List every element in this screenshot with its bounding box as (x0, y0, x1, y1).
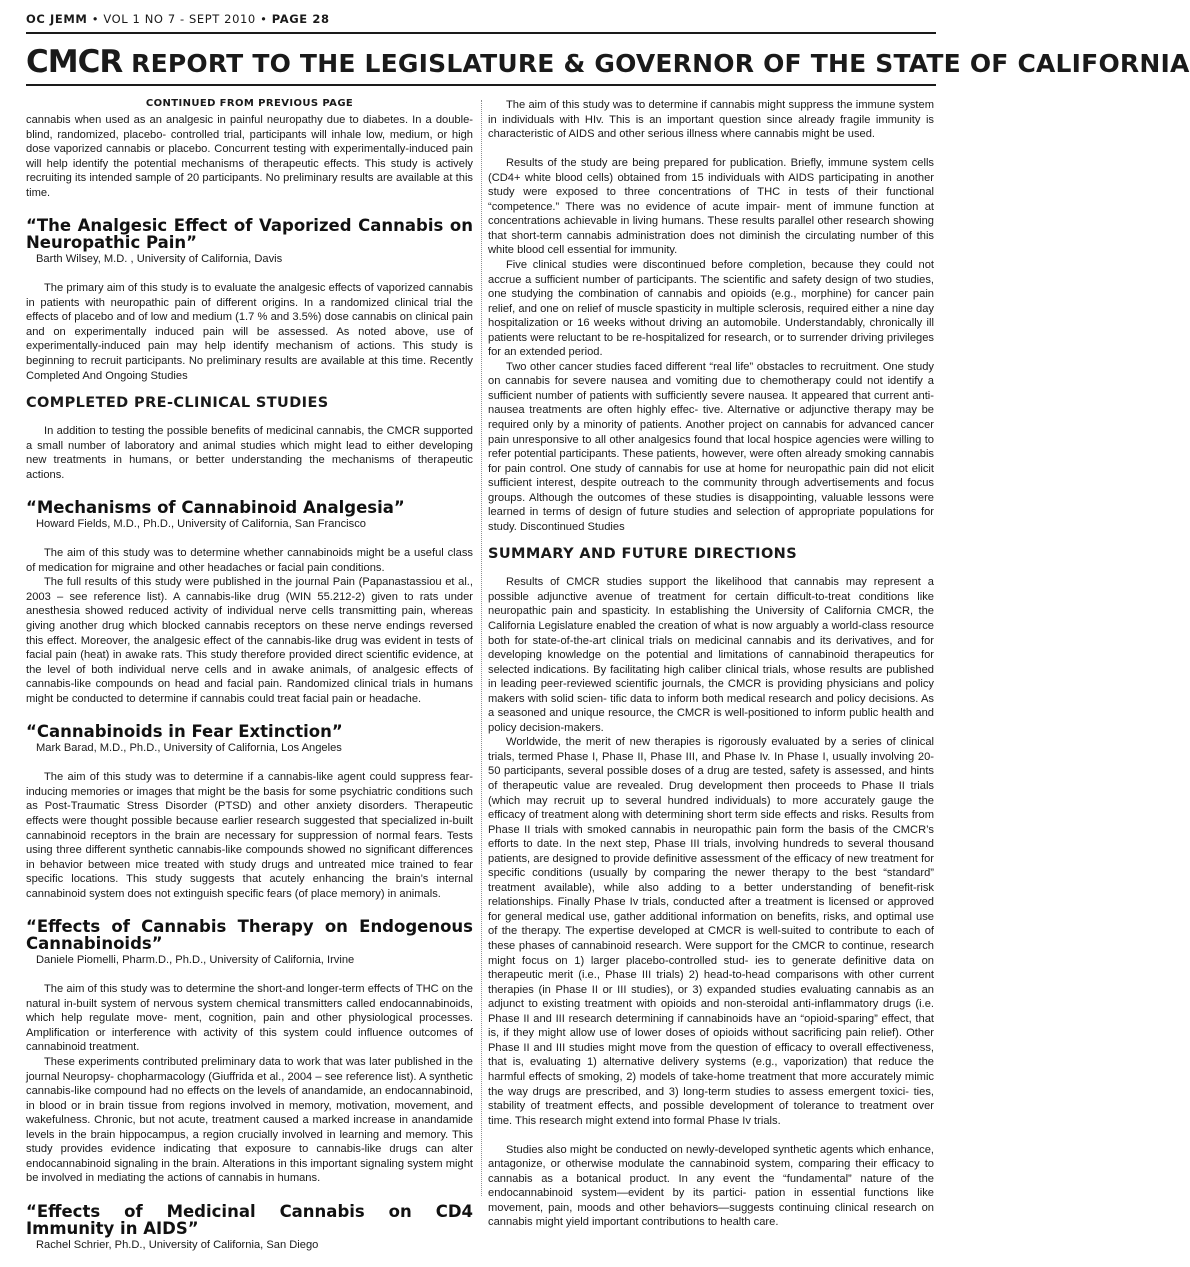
title-rest: REPORT TO THE LEGISLATURE & GOVERNOR OF THE STATE OF CALIFORNIA (131, 49, 1190, 78)
article-title-cd4: “Effects of Medicinal Cannabis on CD4 Immunity in AIDS” (26, 1201, 473, 1238)
right-column (488, 98, 934, 1230)
page-title (26, 44, 1190, 80)
paragraph-vaporized: The primary aim of this study is to evaluate the analgesic effects of vaporized cannabis in patients with neuropathic pain of different origins. In a randomized clinical trial the effects of placebo and of low and medium (1.7 % and 3.5%) dose cannabis on clinical pain and on experimentally induced pain will be assessed. As noted above, use of experimentally-induced pain may help identify mechanism of actions. This study is beginning to recruit participants. No preliminary results are available at this time. Recently Completed And Ongoing Studies (26, 282, 473, 382)
continued-label: CONTINUED FROM PREVIOUS PAGE (145, 98, 354, 109)
left-column (26, 98, 473, 1267)
byline-schrier: Rachel Schrier, Ph.D., University of California, San Diego (36, 1238, 319, 1251)
paragraph-summary-1: Results of CMCR studies support the likelihood that cannabis may represent a possible adjunctive avenue of treatment for certain difficult-to-treat conditions like neuropathic pain and spasticity. In establishing the University of California CMCR, the California Legislature enabled the creation of what is now arguably a world-class resource both for state-of-the-art clinical trials on medicinal cannabis and its derivatives, and for developing knowledge on the potential and limitations of cannabinoid therapeutics for selected indications. By facilitating high caliber clinical trials, whose results are published in leading peer-reviewed scientific journals, the CMCR is providing physicians and policy makers with solid scien- tific data to inform both medical research and policy decisions. As a seasoned and unique resource, the CMCR is well-positioned to inform public health and policy decision-makers. (488, 576, 934, 734)
paragraph-cd4-results: Results of the study are being prepared for publication. Briefly, immune system cells (CD4+ white blood cells) obtained from 15 individuals with AIDS participating in another study were exposed to three concentrations of THC in tests of their functional “competence.” There was no evidence of acute impair- ment of immune function at concentrations achievable in living humans. These results parallel other research showing that short-term cannabis administration does not diminish the circulating number of this white blood cell essential for immunity. (488, 157, 934, 257)
title-brand: CMCR (26, 44, 123, 80)
section-heading-summary: SUMMARY AND FUTURE DIRECTIONS (488, 546, 798, 563)
running-head: OC JEMM • VOL 1 NO 7 - SEPT 2010 • PAGE 28 (26, 12, 330, 26)
title-rule (26, 84, 936, 86)
paragraph-preclinical: In addition to testing the possible benefits of medicinal cannabis, the CMCR supported a small number of laboratory and animal studies which might lead to either developing new treatments in humans, or better understanding the mechanisms of therapeutic actions. (26, 425, 473, 481)
issue-info: VOL 1 NO 7 - SEPT 2010 (103, 12, 256, 26)
paragraph-endogenous-1: The aim of this study was to determine the short-and longer-term effects of THC on the natural in-built system of nervous system chemical transmitters called endocannabinoids, which help regulate move- ment, cognition, pain and other physiological processes. Amplification or interference with activity of this system could influence outcomes of cannabinoid treatment. (26, 983, 473, 1054)
paragraph-summary-3: Studies also might be conducted on newly-developed synthetic agents which enhance, antagonize, or otherwise modulate the cannabinoid system, comparing their efficacy to cannabis as a botanical product. In any event the “fundamental” nature of the endocannabinoid system—evident by its partici- pation in essential functions like movement, pain, moods and other behaviors—suggests continuing clinical research on cannabis might yield important contributions to health care. (488, 1143, 934, 1229)
paragraph-discontinued-2: Two other cancer studies faced different “real life” obstacles to recruitment. One study on cannabis for severe nausea and vomiting due to chemotherapy could not identify a sufficient number of patients with sufficiently severe nausea. It appeared that current anti-nausea treatments are often highly effec- tive. Alternative or adjunctive therapy may be required only by a minority of patients. Another project on cannabis for advanced cancer pain unresponsive to all other analgesics found that local hospice agencies were willing to refer potential participants. These patients, however, were often already smoking cannabis for pain control. One study of cannabis for use at home for neuropathic pain did not elicit sufficient interest, despite outreach to the community through advertisements and focus groups. Although the outcomes of these studies is disappointing, valuable lessons were learned in terms of design of future studies and selection of appropriate populations for study. Discontinued Studies (488, 360, 934, 533)
paragraph-cd4-aim: The aim of this study was to determine if cannabis might suppress the immune system in individuals with HIv. This is an important question since already fragile immunity is characteristic of AIDS and other serious illness where cannabis might be used. (488, 99, 934, 141)
article-title-endogenous: “Effects of Cannabis Therapy on Endogenous Cannabinoids” (26, 917, 473, 954)
paragraph-fear: The aim of this study was to determine if a cannabis-like agent could suppress fear-inducing memories or images that might be the basis for some psychiatric conditions such as Post-Traumatic Stress Disorder (PTSD) and other anxiety disorders. Therapeutic effects were thought possible because earlier research suggested that specialized in-built cannabinoid receptors in the brain are necessary for suppression of normal fears. Tests using three different synthetic cannabis-like compounds showed no significant differences in behavior between mice treated with study drugs and untreated mice trained to fear specific locations. This study suggests that acutely enhancing the brain’s internal cannabinoid system does not extinguish specific fears (of place memory) in animals. (26, 771, 473, 900)
intro-paragraph: cannabis when used as an analgesic in painful neuropathy due to diabetes. In a double-blind, randomized, placebo- controlled trial, participants will inhale low, medium, or high dose vaporized cannabis or placebo. Concurrent testing with experimentally-induced pain will help identify the potential mechanisms of therapeutic effects. This study is actively recruiting its intended sample of 20 participants. No preliminary results are available at this time. (26, 114, 473, 199)
section-heading-preclinical: COMPLETED PRE-CLINICAL STUDIES (26, 395, 329, 412)
byline-piomelli: Daniele Piomelli, Pharm.D., Ph.D., University of California, Irvine (36, 954, 355, 967)
byline-barad: Mark Barad, M.D., Ph.D., University of California, Los Angeles (36, 742, 342, 755)
article-title-vaporized: “The Analgesic Effect of Vaporized Cannabis on Neuropathic Pain” (26, 216, 473, 253)
paragraph-summary-2: Worldwide, the merit of new therapies is rigorously evaluated by a series of clinical trials, termed Phase I, Phase II, Phase III, and Phase Iv. In Phase I, usually involving 20-50 participants, several possible doses of a drug are tested, safety is assessed, and hints of therapeutic value are revealed. Drug development then proceeds to Phase II trials (which may recruit up to several hundred individuals) to more accurately gauge the efficacy of treatment along with determining short term side effects and risks. Results from Phase II trials with smoked cannabis in neuropathic pain form the basis of the CMCR’s efforts to date. In the next step, Phase III trials, involving hundreds to several thousand patients, are designed to provide definitive assessment of the efficacy of new treatment for specific conditions (usually by comparing the newer therapy to the best “standard” treatment available), while also adding to a better understanding of benefit-risk relationships. Finally Phase Iv trials, conducted after a treatment is licensed or approved for general medical use, gather additional information on benefits, risks, and optimal use of the therapy. The expertise developed at CMCR is well-suited to contribute to each of these phases of cannabinoid research. Were support for the CMCR to continue, research might focus on 1) larger placebo-controlled stud- ies to generate definitive data on therapeutic merit (i.e., Phase III trials) 2) head-to-head comparisons with other current therapies (in Phase II or III studies), or 3) expanded studies evaluating cannabis as an adjunct to existing treatment with opioids and non-steroidal anti-inflammatory drugs (i.e. Phase II and III research determining if cannabinoids have an “opioid-sparing” effect, that is, if they might allow use of lower doses of opioids without sacrificing pain relief). Other Phase II and III studies might move from the question of efficacy to overall effectiveness, that is, evaluating 1) alternative delivery systems (e.g., vaporization) that reduce the harmful effects of smoking, 2) models of take-home treatment that more accurately mimic the way drugs are prescribed, and 3) long-term studies to assess emergent toxici- ties, stability of treatment effects, and possible development of tolerance to treatment over time. This research might extend into formal Phase Iv trials. (488, 736, 934, 1127)
paragraph-discontinued-1: Five clinical studies were discontinued before completion, because they could not accrue a sufficient number of participants. The scientific and safety design of two studies, one studying the combination of cannabis and opioids (e.g., morphine) for cancer pain relief, and one on relief of muscle spasticity in multiple sclerosis, required either a nine day hospitalization or 16 weeks without driving an automobile. Understandably, chronically ill patients were reluctant to be re-hospitalized for research, or to surrender driving privileges for an extended period. (488, 258, 934, 359)
column-divider (481, 100, 482, 1196)
publication-name: OC JEMM (26, 12, 88, 26)
top-rule (26, 32, 936, 34)
page-number: PAGE 28 (271, 12, 330, 26)
article-title-analgesia: “Mechanisms of Cannabinoid Analgesia” (26, 498, 405, 518)
paragraph-endogenous-2: These experiments contributed preliminary data to work that was later published in the journal Neuropsy- chopharmacology (Giuffrida et al., 2004 – see reference list). A synthetic cannabis-like compound had no effects on the levels of anandamide, an endocannabinoid, in blood or in brain tissue from regions involved in memory, motivation, movement, and wakefulness. Chronic, but not acute, treatment caused a marked increase in anandamide levels in the brain hippocampus, a region crucially involved in learning and memory. This study provides evidence indicating that exposure to cannabis-like drugs can alter endocannabinoid signaling in the brain. Alterations in this important signaling system might be involved in mediating the actions of cannabis in humans. (26, 1055, 473, 1185)
paragraph-analgesia-1: The aim of this study was to determine whether cannabinoids might be a useful class of medication for migraine and other headaches or facial pain conditions. (26, 547, 473, 574)
byline-fields: Howard Fields, M.D., Ph.D., University of California, San Francisco (36, 518, 366, 531)
article-title-fear: “Cannabinoids in Fear Extinction” (26, 722, 343, 742)
paragraph-analgesia-2: The full results of this study were published in the journal Pain (Papanastassiou et al., 2003 – see reference list). A cannabis-like drug (WIN 55.212-2) given to rats under anesthesia showed reduced activity of individual nerve cells transmitting pain, whereas giving another drug which blocked cannabis receptors on these nerve endings reversed this effect. Moreover, the analgesic effect of the cannabis-like drug was evident in tests of facial pain (heat) in awake rats. This study therefore provided direct scientific evidence, at the level of both individual nerve cells and in awake animals, of analgesic effects of cannabis-like compounds on head and facial pain. Randomized clinical trials in humans might be conducted to determine if cannabis could treat facial pain or headache. (26, 576, 473, 705)
byline-wilsey: Barth Wilsey, M.D. , University of California, Davis (36, 253, 283, 266)
